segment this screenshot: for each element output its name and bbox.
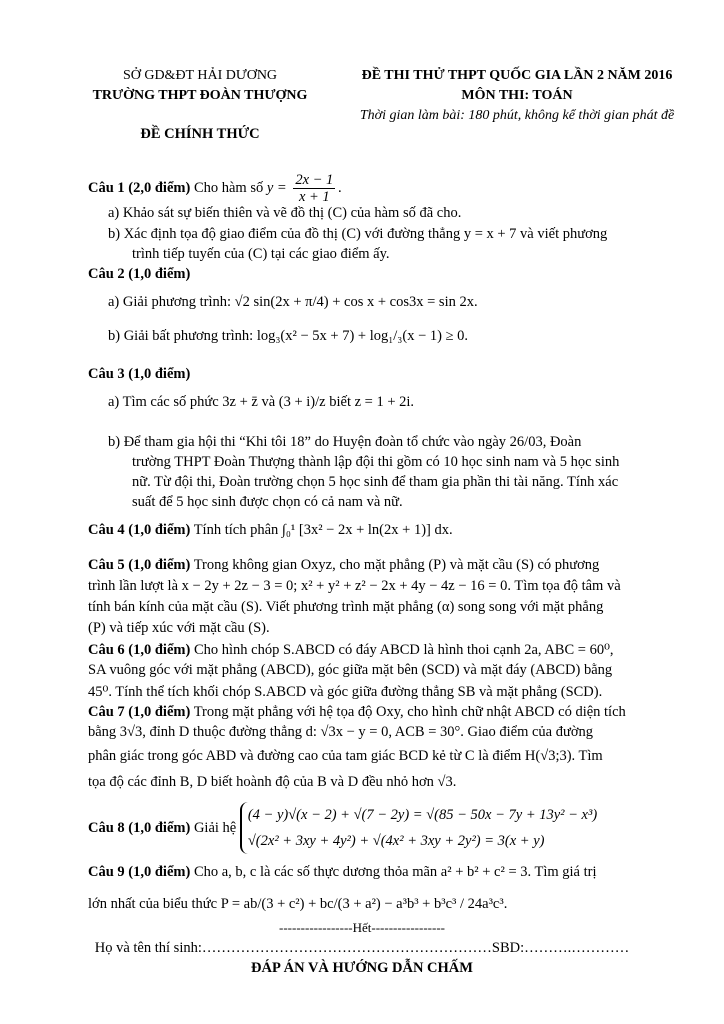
q3-part-b-line3: nữ. Từ đội thi, Đoàn trường chọn 5 học sinh để tham gia phần thi tài năng. Tính xác (132, 474, 619, 490)
q3-part-b-line2: trường THPT Đoàn Thượng thành lập đội thi gồm có 10 học sinh nam và 5 học sinh (132, 454, 620, 470)
q3-part-a: a) Tìm các số phức 3z + z̄ và (3 + i)/z biết z = 1 + 2i. (108, 394, 415, 410)
q8 (88, 800, 676, 856)
q7-text-1: Trong mặt phẳng với hệ tọa độ Oxy, cho hình chữ nhật ABCD có diện tích (193, 704, 626, 720)
q8-system (240, 802, 597, 854)
q8-intro: Giải hệ (193, 820, 237, 836)
exam-header (332, 66, 702, 126)
q1-intro-text: Cho hàm số (193, 179, 264, 196)
q4-title: Câu 4 (1,0 điểm) (88, 522, 191, 538)
q1-part-a: a) Khảo sát sự biến thiên và vẽ đồ thị (C) của hàm số đã cho. (108, 205, 462, 221)
q9-title: Câu 9 (1,0 điểm) (88, 864, 191, 880)
q1-title: Câu 1 (2,0 điểm) (88, 179, 191, 196)
candidate-line: Họ và tên thí sinh:……………………………………………………SBD:……….………… (94, 940, 630, 956)
q5-line3: tính bán kính của mặt cầu (S). Viết phương trình mặt phẳng (α) song song với mặt phẳng (88, 599, 604, 615)
department-name: SỞ GD&ĐT HẢI DƯƠNG (122, 68, 278, 83)
q7-line3: phân giác trong góc ABD và đường cao của tam giác BCD kẻ từ C là điểm H(√3;3). Tìm (88, 748, 603, 764)
q4 (88, 520, 676, 540)
answer-title: ĐÁP ÁN VÀ HƯỚNG DẪN CHẤM (251, 960, 473, 976)
school-name: TRƯỜNG THPT ĐOÀN THƯỢNG (92, 88, 308, 103)
q2-part-b: b) Giải bất phương trình: log₃(x² − 5x + 7) + log₁/₃(x − 1) ≥ 0. (108, 328, 469, 344)
q3-part-b-line4: suất để 5 học sinh được chọn có cả nam và nữ. (132, 494, 403, 510)
q5-line2: trình lần lượt là x − 2y + 2z − 3 = 0; x² + y² + z² − 2x + 4y − 4z − 16 = 0. Tìm tọa độ tâm và (88, 578, 621, 594)
q9-text-1: Cho a, b, c là các số thực dương thỏa mãn a² + b² + c² = 3. Tìm giá trị (193, 864, 597, 880)
q5-line4: (P) và tiếp xúc với mặt cầu (S). (88, 620, 270, 636)
exam-title: ĐỀ THI THỬ THPT QUỐC GIA LẦN 2 NĂM 2016 (361, 68, 673, 83)
exam-subject: MÔN THI: TOÁN (461, 88, 573, 103)
q7-line1 (88, 702, 676, 722)
q6-title: Câu 6 (1,0 điểm) (88, 642, 191, 658)
q3-title: Câu 3 (1,0 điểm) (88, 366, 191, 382)
q8-title: Câu 8 (1,0 điểm) (88, 820, 191, 836)
q6-text-1: Cho hình chóp S.ABCD có đáy ABCD là hình thoi cạnh 2a, ABC = 60⁰, (193, 642, 614, 658)
q8-eq1: (4 − y)√(x − 2) + √(7 − 2y) = √(85 − 50x − 7y + 13y² − x³) (247, 807, 598, 823)
q1-intro (88, 172, 676, 205)
q1-function: y = $\frac{2x - 1}{x + 1}$ . (266, 172, 342, 205)
q6-line3: 45⁰. Tính thể tích khối chóp S.ABCD và góc giữa đường thẳng SB và mặt phẳng (SCD). (88, 684, 603, 700)
q7-line2: bằng 3√3, đỉnh D thuộc đường thẳng d: √3x − y = 0, ACB = 30°. Giao điểm của đường (88, 724, 594, 740)
q6-line1 (88, 640, 676, 660)
end-marker: -----------------Hết----------------- (279, 920, 445, 935)
q7-line4: tọa độ các đỉnh B, D biết hoành độ của B và D đều nhỏ hơn √3. (88, 774, 457, 790)
q2-part-a: a) Giải phương trình: √2 sin(2x + π/4) + cos x + cos3x = sin 2x. (108, 294, 478, 310)
q4-text: Tính tích phân ∫₀¹ [3x² − 2x + ln(2x + 1)] dx. (193, 522, 453, 538)
q5-text-1: Trong không gian Oxyz, cho mặt phẳng (P) và mặt cầu (S) có phương (193, 557, 600, 573)
exam-time: Thời gian làm bài: 180 phút, không kể thời gian phát đề (359, 108, 675, 123)
q7-title: Câu 7 (1,0 điểm) (88, 704, 191, 720)
q9-line1 (88, 862, 676, 882)
q5-line1 (88, 555, 676, 575)
q6-line2: SA vuông góc với mặt phẳng (ABCD), góc giữa mặt bên (SCD) và mặt đáy (ABCD) bằng (88, 662, 613, 678)
q9-line2: lớn nhất của biểu thức P = ab/(3 + c²) + bc/(3 + a²) − a³b³ + b³c³ / 24a³c³. (88, 896, 508, 912)
q3-part-b-line1: b) Để tham gia hội thi “Khi tôi 18” do Huyện đoàn tổ chức vào ngày 26/03, Đoàn (108, 434, 582, 450)
school-header (70, 66, 330, 106)
q1-part-b-line1: b) Xác định tọa độ giao điểm của đồ thị (C) với đường thẳng y = x + 7 và viết phương (108, 226, 608, 242)
official-label: ĐỀ CHÍNH THỨC (140, 126, 260, 142)
q1-part-b-line2: trình tiếp tuyến của (C) tại các giao điểm ấy. (132, 246, 390, 262)
q8-eq2: √(2x² + 3xy + 4y²) + √(4x² + 3xy + 2y²) = 3(x + y) (247, 833, 545, 849)
q2-title: Câu 2 (1,0 điểm) (88, 266, 191, 282)
q5-title: Câu 5 (1,0 điểm) (88, 557, 191, 573)
